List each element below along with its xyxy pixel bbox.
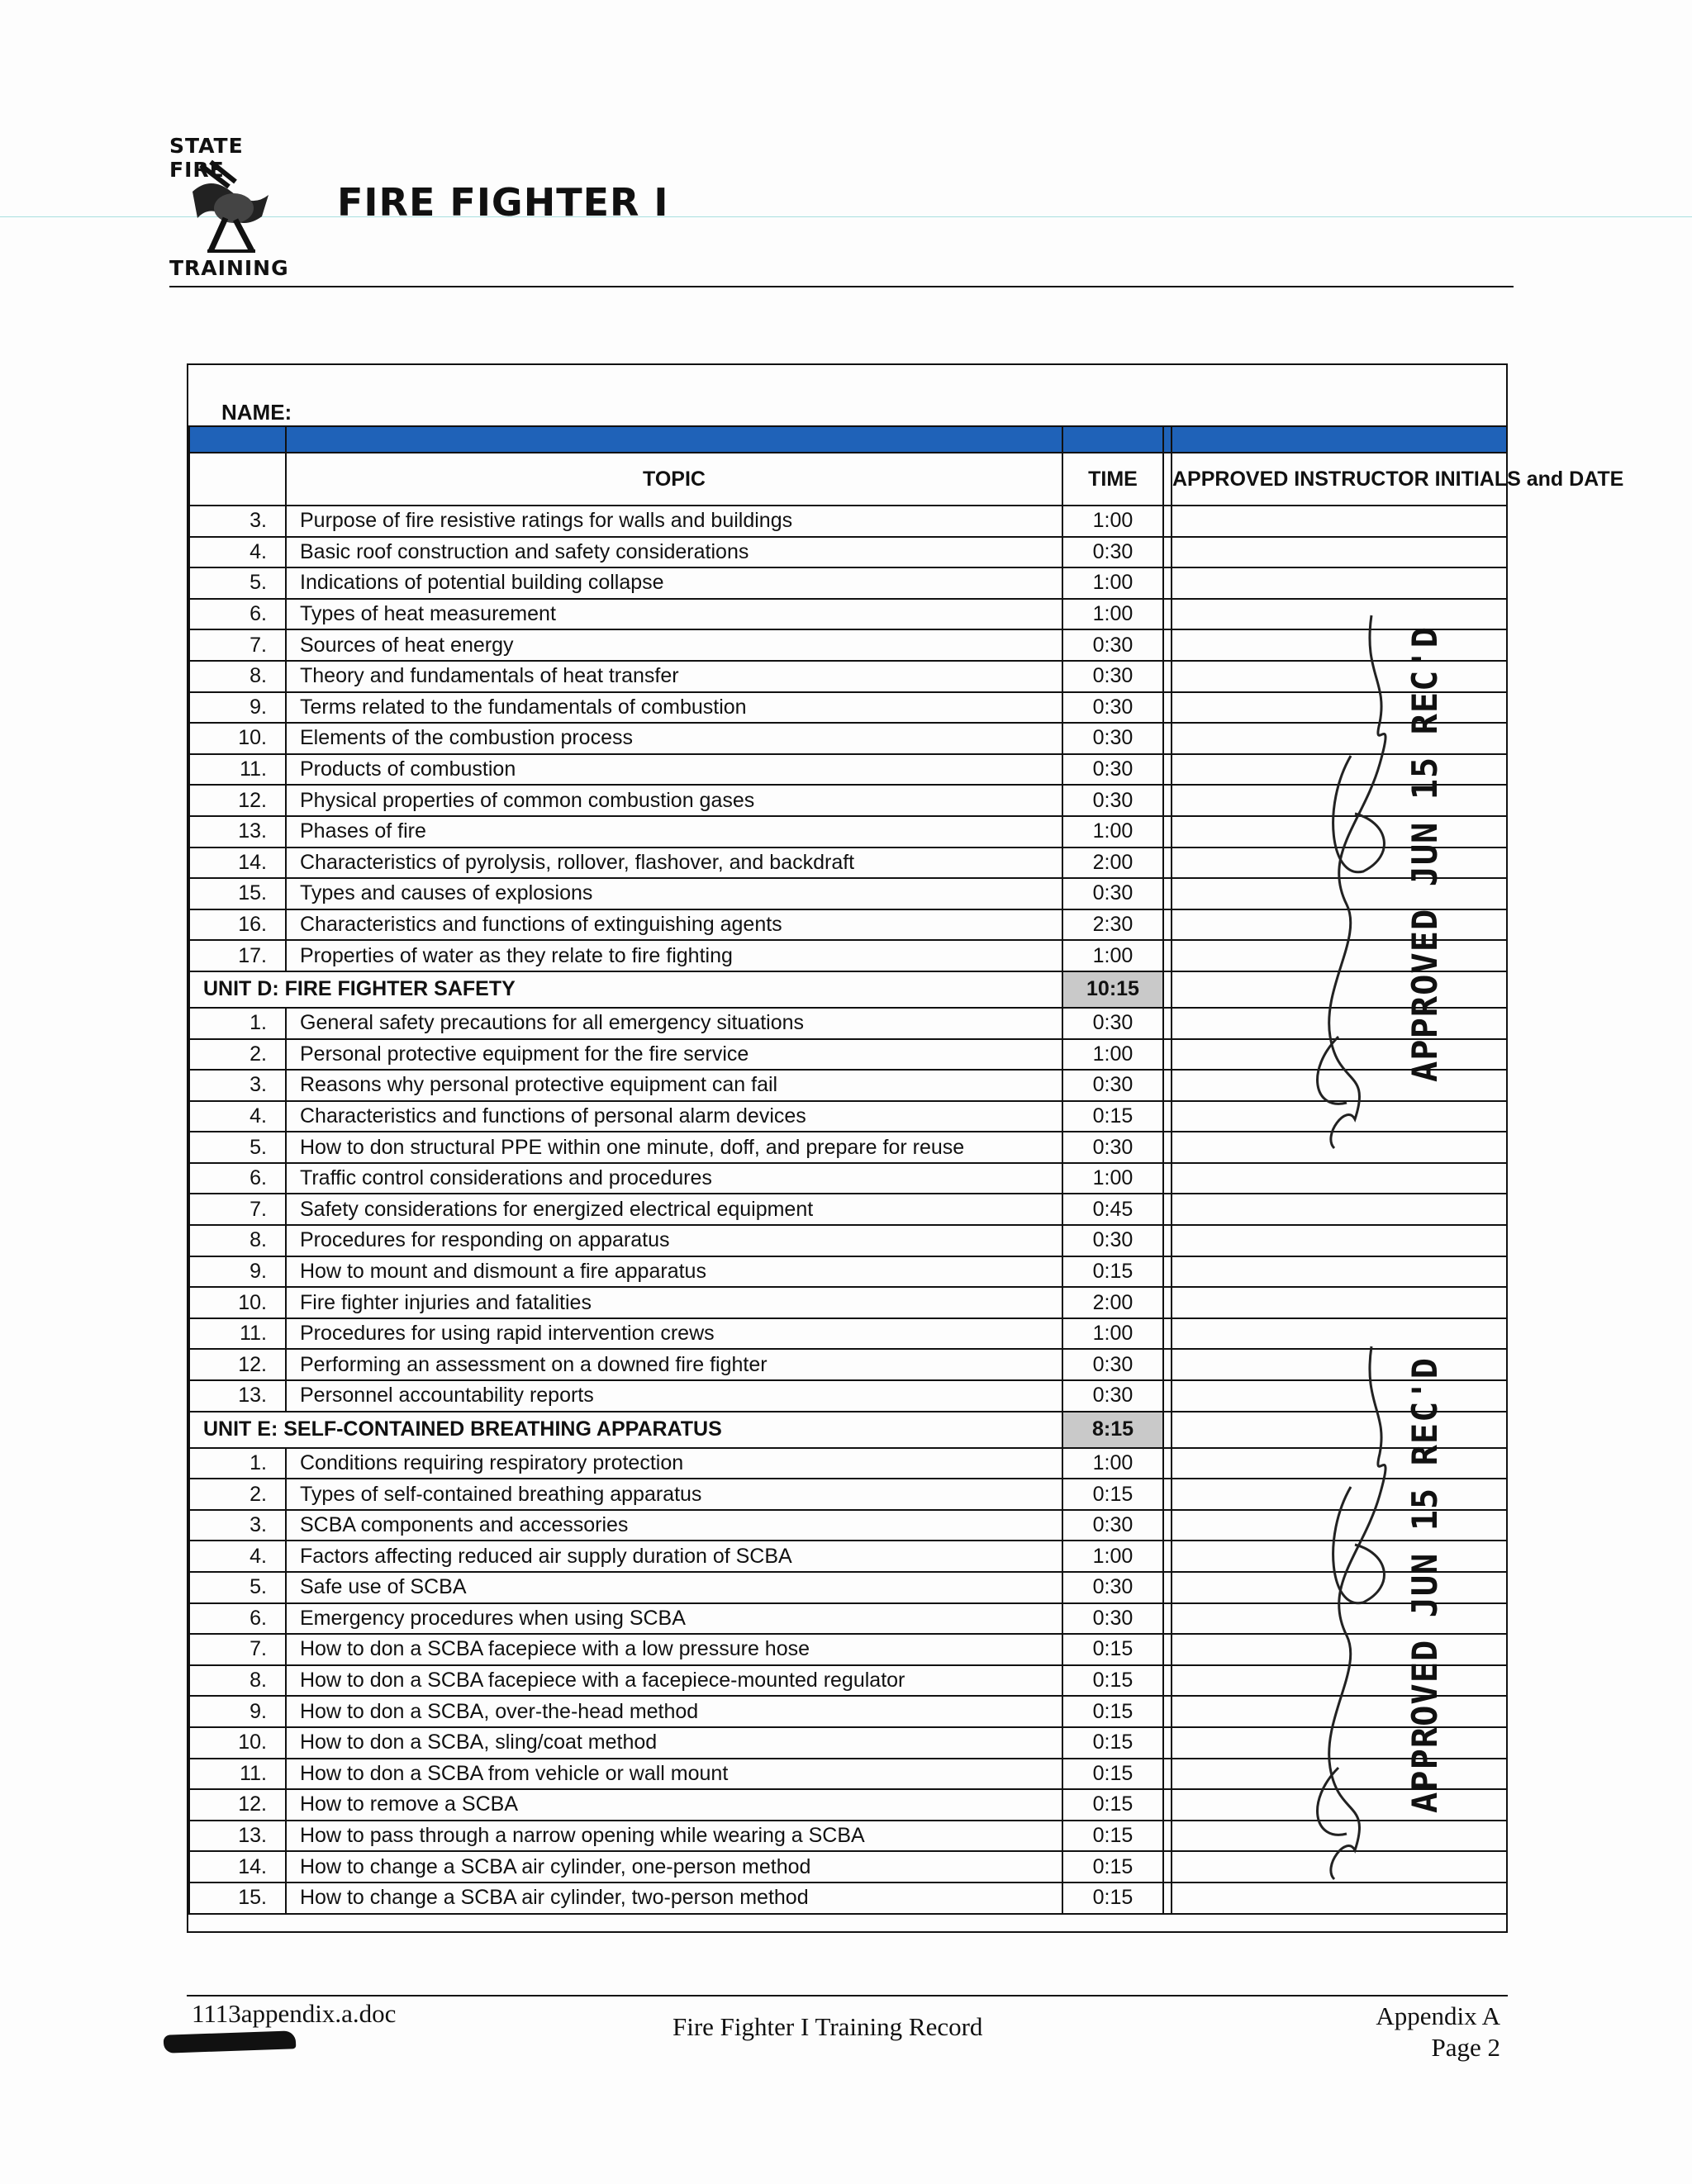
approved-stamp-1: APPROVED JUN 15 REC'D [1404,625,1445,1082]
topic-text: Characteristics and functions of personal alarm devices [286,1101,1062,1132]
topic-time: 1:00 [1062,567,1163,599]
topic-number: 7. [189,629,286,661]
spacer-cell [1163,1541,1172,1572]
topic-number: 8. [189,661,286,692]
topic-text: Theory and fundamentals of heat transfer [286,661,1062,692]
topic-text: Types of heat measurement [286,599,1062,630]
topic-text: General safety precautions for all emergency situations [286,1008,1062,1039]
topic-number: 14. [189,847,286,879]
topic-time: 0:15 [1062,1759,1163,1790]
topic-time: 2:00 [1062,1287,1163,1318]
table-row [189,1225,1507,1256]
approval-cell [1172,1883,1507,1914]
topic-time: 0:30 [1062,785,1163,816]
topic-time: 0:15 [1062,1821,1163,1852]
spacer-cell [1163,878,1172,909]
approval-cell [1172,1163,1507,1194]
spacer-cell [1163,1883,1172,1914]
topic-time: 0:30 [1062,1008,1163,1039]
topic-number: 6. [189,1163,286,1194]
topic-text: Factors affecting reduced air supply duration of SCBA [286,1541,1062,1572]
spacer-column-header [1163,453,1172,506]
topic-time: 0:30 [1062,1349,1163,1380]
spacer-cell [1163,971,1172,1008]
topic-number: 4. [189,1101,286,1132]
topic-time: 0:15 [1062,1883,1163,1914]
spacer-cell [1163,1479,1172,1510]
topic-time: 0:30 [1062,878,1163,909]
topic-text: How to remove a SCBA [286,1789,1062,1821]
topic-time: 0:15 [1062,1789,1163,1821]
logo-top-text: STATE FIRE [169,134,244,182]
topic-text: How to change a SCBA air cylinder, two-person method [286,1883,1062,1914]
name-field-label: NAME: [221,400,292,425]
topic-number: 17. [189,940,286,971]
table-row [189,537,1507,568]
spacer-cell [1163,1287,1172,1318]
spacer-cell [1163,1256,1172,1288]
spacer-cell [1163,1194,1172,1225]
topic-number: 3. [189,506,286,537]
header-bar-row [189,426,1507,453]
topic-time: 1:00 [1062,1039,1163,1071]
topic-number: 6. [189,1603,286,1635]
spacer-cell [1163,1008,1172,1039]
topic-number: 5. [189,567,286,599]
spacer-cell [1163,1380,1172,1412]
topic-number: 9. [189,692,286,724]
topic-text: Basic roof construction and safety considerations [286,537,1062,568]
topic-time: 0:30 [1062,692,1163,724]
approval-cell [1172,1225,1507,1256]
topic-text: How to don a SCBA from vehicle or wall mount [286,1759,1062,1790]
table-row [189,567,1507,599]
topic-text: How to don a SCBA, sling/coat method [286,1727,1062,1759]
topic-text: Traffic control considerations and procedures [286,1163,1062,1194]
unit-total-time: 10:15 [1062,971,1163,1008]
header-bar-cell [1163,426,1172,453]
table-row [189,1256,1507,1288]
topic-time: 0:30 [1062,1510,1163,1541]
topic-column-header: TOPIC [286,453,1062,506]
unit-total-time: 8:15 [1062,1412,1163,1448]
spacer-cell [1163,1448,1172,1479]
topic-text: Indications of potential building collapse [286,567,1062,599]
header-bar-cell [286,426,1062,453]
spacer-cell [1163,723,1172,754]
topic-time: 0:30 [1062,1070,1163,1101]
topic-number: 3. [189,1070,286,1101]
topic-text: Safety considerations for energized electrical equipment [286,1194,1062,1225]
topic-text: Types of self-contained breathing apparatus [286,1479,1062,1510]
spacer-cell [1163,1634,1172,1665]
topic-time: 1:00 [1062,599,1163,630]
topic-text: Phases of fire [286,816,1062,847]
topic-number: 10. [189,1727,286,1759]
topic-text: Physical properties of common combustion gases [286,785,1062,816]
spacer-cell [1163,1665,1172,1697]
topic-text: Procedures for using rapid intervention crews [286,1318,1062,1350]
topic-text: Procedures for responding on apparatus [286,1225,1062,1256]
footer-divider [187,1995,1508,1996]
spacer-cell [1163,1163,1172,1194]
topic-number: 9. [189,1256,286,1288]
topic-text: How to don a SCBA facepiece with a low pressure hose [286,1634,1062,1665]
spacer-cell [1163,1789,1172,1821]
topic-text: Safe use of SCBA [286,1572,1062,1603]
state-fire-training-logo [169,134,302,282]
table-row [189,1163,1507,1194]
topic-number: 12. [189,1349,286,1380]
topic-number: 11. [189,754,286,786]
topic-number: 15. [189,1883,286,1914]
spacer-cell [1163,1572,1172,1603]
topic-text: Purpose of fire resistive ratings for walls and buildings [286,506,1062,537]
topic-time: 0:30 [1062,537,1163,568]
column-header-row [189,453,1507,506]
topic-number: 11. [189,1318,286,1350]
spacer-cell [1163,1603,1172,1635]
footer-appendix: Appendix A [1376,2001,1500,2030]
topic-time: 1:00 [1062,816,1163,847]
redaction-mark [164,2030,297,2053]
topic-text: Characteristics of pyrolysis, rollover, flashover, and backdraft [286,847,1062,879]
topic-time: 0:30 [1062,1380,1163,1412]
topic-time: 2:30 [1062,909,1163,941]
spacer-cell [1163,909,1172,941]
topic-text: How to don a SCBA, over-the-head method [286,1696,1062,1727]
footer-filename: 1113appendix.a.doc [192,1999,397,2028]
topic-text: How to mount and dismount a fire apparatus [286,1256,1062,1288]
topic-number: 14. [189,1851,286,1883]
spacer-cell [1163,1851,1172,1883]
topic-text: SCBA components and accessories [286,1510,1062,1541]
topic-text: How to change a SCBA air cylinder, one-person method [286,1851,1062,1883]
header-bar-cell [1062,426,1163,453]
topic-time: 0:30 [1062,1572,1163,1603]
approval-cell [1172,537,1507,568]
topic-time: 0:15 [1062,1634,1163,1665]
approval-cell [1172,1256,1507,1288]
topic-text: Personal protective equipment for the fire service [286,1039,1062,1071]
topic-time: 0:30 [1062,1603,1163,1635]
spacer-cell [1163,692,1172,724]
topic-time: 0:30 [1062,1225,1163,1256]
topic-number: 6. [189,599,286,630]
topic-number: 10. [189,723,286,754]
topic-number: 12. [189,785,286,816]
spacer-cell [1163,1225,1172,1256]
logo-bottom-text: TRAINING [169,256,289,280]
topic-text: Personnel accountability reports [286,1380,1062,1412]
topic-number: 12. [189,1789,286,1821]
spacer-cell [1163,1821,1172,1852]
approval-cell [1172,567,1507,599]
topic-text: How to don structural PPE within one minute, doff, and prepare for reuse [286,1132,1062,1163]
topic-text: Properties of water as they relate to fire fighting [286,940,1062,971]
table-row [189,506,1507,537]
topic-number: 2. [189,1479,286,1510]
topic-text: Fire fighter injuries and fatalities [286,1287,1062,1318]
spacer-cell [1163,537,1172,568]
topic-time: 1:00 [1062,940,1163,971]
topic-time: 0:15 [1062,1256,1163,1288]
topic-time: 0:30 [1062,1132,1163,1163]
spacer-cell [1163,661,1172,692]
spacer-cell [1163,847,1172,879]
topic-time: 0:45 [1062,1194,1163,1225]
spacer-cell [1163,599,1172,630]
approved-stamp-2: APPROVED JUN 15 REC'D [1404,1356,1445,1813]
spacer-cell [1163,1696,1172,1727]
table-row [189,1287,1507,1318]
spacer-cell [1163,1070,1172,1101]
spacer-cell [1163,1727,1172,1759]
spacer-cell [1163,1132,1172,1163]
topic-time: 0:15 [1062,1101,1163,1132]
topic-number: 4. [189,537,286,568]
topic-text: Terms related to the fundamentals of combustion [286,692,1062,724]
header-divider [169,286,1514,287]
topic-text: Types and causes of explosions [286,878,1062,909]
topic-time: 0:15 [1062,1479,1163,1510]
topic-text: How to don a SCBA facepiece with a facepiece-mounted regulator [286,1665,1062,1697]
topic-number: 5. [189,1132,286,1163]
spacer-cell [1163,1759,1172,1790]
topic-time: 1:00 [1062,1163,1163,1194]
topic-number: 3. [189,1510,286,1541]
time-column-header: TIME [1062,453,1163,506]
page-title: FIRE FIGHTER I [337,180,669,225]
spacer-cell [1163,1412,1172,1448]
approval-cell [1172,506,1507,537]
approval-cell [1172,1194,1507,1225]
spacer-cell [1163,1349,1172,1380]
topic-number: 8. [189,1665,286,1697]
topic-text: Conditions requiring respiratory protection [286,1448,1062,1479]
topic-number: 5. [189,1572,286,1603]
topic-number: 1. [189,1008,286,1039]
topic-time: 0:15 [1062,1665,1163,1697]
spacer-cell [1163,506,1172,537]
spacer-cell [1163,816,1172,847]
spacer-cell [1163,940,1172,971]
topic-time: 1:00 [1062,1541,1163,1572]
topic-number: 4. [189,1541,286,1572]
topic-time: 0:15 [1062,1727,1163,1759]
topic-number: 11. [189,1759,286,1790]
topic-number: 16. [189,909,286,941]
topic-number: 7. [189,1634,286,1665]
topic-number: 8. [189,1225,286,1256]
topic-number: 15. [189,878,286,909]
number-column-header [189,453,286,506]
topic-time: 0:30 [1062,723,1163,754]
spacer-cell [1163,754,1172,786]
table-row [189,1883,1507,1914]
unit-title: UNIT E: SELF-CONTAINED BREATHING APPARATUS [189,1412,1062,1448]
topic-time: 2:00 [1062,847,1163,879]
topic-text: Sources of heat energy [286,629,1062,661]
footer-document-title: Fire Fighter I Training Record [673,2012,983,2041]
topic-time: 0:30 [1062,629,1163,661]
unit-title: UNIT D: FIRE FIGHTER SAFETY [189,971,1062,1008]
topic-text: Emergency procedures when using SCBA [286,1603,1062,1635]
topic-time: 0:15 [1062,1851,1163,1883]
topic-text: Performing an assessment on a downed fire fighter [286,1349,1062,1380]
topic-number: 1. [189,1448,286,1479]
topic-text: How to pass through a narrow opening while wearing a SCBA [286,1821,1062,1852]
topic-time: 0:15 [1062,1696,1163,1727]
topic-number: 2. [189,1039,286,1071]
topic-time: 0:30 [1062,661,1163,692]
header-bar-cell [1172,426,1507,453]
topic-text: Reasons why personal protective equipment can fail [286,1070,1062,1101]
footer-page-info [1376,2001,1500,2063]
footer-page-number: Page 2 [1431,2033,1500,2062]
topic-number: 10. [189,1287,286,1318]
spacer-cell [1163,1318,1172,1350]
topic-time: 0:30 [1062,754,1163,786]
topic-time: 1:00 [1062,1318,1163,1350]
table-row [189,1194,1507,1225]
topic-text: Characteristics and functions of extinguishing agents [286,909,1062,941]
spacer-cell [1163,785,1172,816]
topic-text: Products of combustion [286,754,1062,786]
topic-time: 1:00 [1062,1448,1163,1479]
topic-text: Elements of the combustion process [286,723,1062,754]
firefighter-emblem-icon [186,159,277,256]
spacer-cell [1163,1101,1172,1132]
topic-number: 13. [189,1380,286,1412]
header-bar-cell [189,426,286,453]
topic-number: 7. [189,1194,286,1225]
topic-number: 13. [189,816,286,847]
spacer-cell [1163,1510,1172,1541]
spacer-cell [1163,1039,1172,1071]
spacer-cell [1163,629,1172,661]
spacer-cell [1163,567,1172,599]
topic-time: 1:00 [1062,506,1163,537]
topic-number: 9. [189,1696,286,1727]
topic-number: 13. [189,1821,286,1852]
approval-cell [1172,1287,1507,1318]
approval-column-header: APPROVED INSTRUCTOR INITIALS and DATE [1172,453,1507,506]
